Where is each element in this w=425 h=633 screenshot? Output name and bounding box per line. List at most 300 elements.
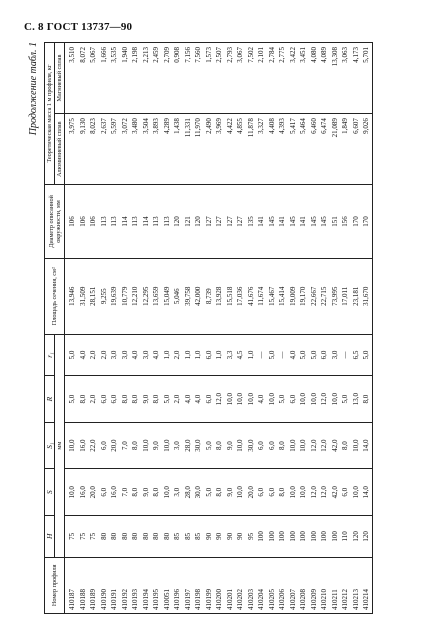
- cell-r: 4,0: [193, 376, 204, 423]
- cell-r: 2,0: [172, 376, 183, 423]
- cell-diameter: 151: [330, 185, 341, 259]
- table-row: [256, 43, 267, 614]
- table-row: [351, 43, 362, 614]
- cell-r: 10,0: [309, 376, 320, 423]
- cell-s: 6,0: [256, 469, 267, 516]
- cell-diameter: 127: [225, 185, 236, 259]
- cell-diameter: 127: [235, 185, 246, 259]
- cell-r1: 3,0: [109, 334, 120, 376]
- cell-h: 100: [256, 515, 267, 557]
- cell-profile-no: 410196: [172, 557, 183, 613]
- cell-s: 14,0: [361, 469, 372, 516]
- cell-area: 13,928: [214, 258, 225, 334]
- cell-s1: 28,0: [183, 422, 194, 469]
- cell-mass-aluminum: 2,637: [99, 114, 110, 185]
- cell-profile-no: 410214: [361, 557, 372, 613]
- cell-r: 8,0: [120, 376, 131, 423]
- cell-r1: 6,0: [319, 334, 330, 376]
- cell-mass-magnesium: 3,510: [65, 43, 78, 114]
- cell-mass-magnesium: 3,422: [288, 43, 299, 114]
- cell-mass-magnesium: 8,072: [78, 43, 89, 114]
- cell-r: 8,0: [78, 376, 89, 423]
- cell-mass-aluminum: 11,331: [183, 114, 194, 185]
- cell-mass-aluminum: 4,289: [162, 114, 173, 185]
- cell-diameter: 106: [65, 185, 78, 259]
- cell-mass-magnesium: 2,793: [225, 43, 236, 114]
- cell-h: 80: [120, 515, 131, 557]
- cell-mass-aluminum: 3,893: [151, 114, 162, 185]
- cell-r1: 3,0: [120, 334, 131, 376]
- cell-mass-aluminum: 11,970: [193, 114, 204, 185]
- cell-profile-no: 410202: [235, 557, 246, 613]
- cell-mass-magnesium: 3,535: [109, 43, 120, 114]
- cell-profile-no: 410198: [193, 557, 204, 613]
- cell-r: 12,0: [214, 376, 225, 423]
- cell-s1: 6,0: [256, 422, 267, 469]
- cell-s: 3,0: [172, 469, 183, 516]
- cell-r: 4,0: [183, 376, 194, 423]
- cell-r1: 1,0: [183, 334, 194, 376]
- cell-profile-no: 410188: [78, 557, 89, 613]
- cell-r1: 2,0: [88, 334, 99, 376]
- table-row: [204, 43, 215, 614]
- cell-profile-no: 410199: [204, 557, 215, 613]
- cell-s1: 8,0: [214, 422, 225, 469]
- cell-r: 5,0: [340, 376, 351, 423]
- cell-r: 12,0: [319, 376, 330, 423]
- cell-s1: 12,0: [309, 422, 320, 469]
- cell-s: 10,0: [235, 469, 246, 516]
- cell-profile-no: 410211: [330, 557, 341, 613]
- cell-mass-aluminum: 5,417: [288, 114, 299, 185]
- cell-h: 85: [193, 515, 204, 557]
- cell-diameter: 121: [183, 185, 194, 259]
- cell-s: 28,0: [183, 469, 194, 516]
- header-r: R: [45, 376, 55, 423]
- cell-s: 5,0: [204, 469, 215, 516]
- cell-r: 6,0: [99, 376, 110, 423]
- cell-r1: 2,0: [172, 334, 183, 376]
- cell-r: 10,0: [330, 376, 341, 423]
- cell-diameter: 135: [246, 185, 257, 259]
- cell-r1: 4,5: [235, 334, 246, 376]
- cell-h: 80: [109, 515, 120, 557]
- cell-s1: 16,0: [78, 422, 89, 469]
- cell-r1: 3,0: [330, 334, 341, 376]
- cell-mass-aluminum: 21,089: [330, 114, 341, 185]
- header-s: S: [45, 469, 55, 516]
- cell-h: 100: [330, 515, 341, 557]
- profile-table: [44, 42, 373, 614]
- cell-diameter: 170: [361, 185, 372, 259]
- cell-mass-aluminum: 2,490: [204, 114, 215, 185]
- cell-area: 19,170: [298, 258, 309, 334]
- table-row: [120, 43, 131, 614]
- cell-profile-no: 410193: [130, 557, 141, 613]
- table-row: [340, 43, 351, 614]
- cell-diameter: 113: [130, 185, 141, 259]
- cell-diameter: 170: [351, 185, 362, 259]
- cell-s: 16,0: [78, 469, 89, 516]
- table-row: [288, 43, 299, 614]
- cell-mass-aluminum: 1,438: [172, 114, 183, 185]
- cell-h: 80: [151, 515, 162, 557]
- cell-area: 19,639: [109, 258, 120, 334]
- cell-profile-no: 410206: [277, 557, 288, 613]
- cell-mass-magnesium: 3,063: [340, 43, 351, 114]
- cell-mass-aluminum: 6,460: [309, 114, 320, 185]
- cell-area: 13,659: [151, 258, 162, 334]
- cell-diameter: 145: [309, 185, 320, 259]
- cell-s: 8,0: [151, 469, 162, 516]
- cell-diameter: 141: [256, 185, 267, 259]
- cell-r1: 4,0: [78, 334, 89, 376]
- cell-h: 100: [298, 515, 309, 557]
- cell-diameter: 114: [120, 185, 131, 259]
- cell-s1: 10,0: [235, 422, 246, 469]
- cell-mass-magnesium: 13,308: [330, 43, 341, 114]
- cell-h: 100: [319, 515, 330, 557]
- cell-r: 4,0: [256, 376, 267, 423]
- cell-s: 20,0: [88, 469, 99, 516]
- cell-r1: 5,0: [298, 334, 309, 376]
- cell-r: 10,0: [225, 376, 236, 423]
- cell-r1: 4,0: [130, 334, 141, 376]
- cell-mass-magnesium: 2,198: [130, 43, 141, 114]
- cell-r: 10,0: [298, 376, 309, 423]
- cell-mass-aluminum: 8,023: [88, 114, 99, 185]
- cell-profile-no: 410191: [109, 557, 120, 613]
- cell-mass-aluminum: 1,849: [340, 114, 351, 185]
- cell-mass-aluminum: 11,878: [246, 114, 257, 185]
- table-row: [162, 43, 173, 614]
- cell-s1: 6,0: [99, 422, 110, 469]
- cell-s: 10,0: [288, 469, 299, 516]
- cell-r: 8,0: [130, 376, 141, 423]
- cell-diameter: 145: [288, 185, 299, 259]
- cell-diameter: 113: [162, 185, 173, 259]
- cell-r1: 5,0: [267, 334, 278, 376]
- cell-r1: 5,0: [361, 334, 372, 376]
- cell-diameter: 145: [319, 185, 330, 259]
- cell-r: 10,0: [246, 376, 257, 423]
- cell-mass-magnesium: 2,507: [214, 43, 225, 114]
- cell-mass-magnesium: 2,213: [141, 43, 152, 114]
- cell-profile-no: 410195: [151, 557, 162, 613]
- cell-h: 85: [183, 515, 194, 557]
- cell-r: 6,0: [204, 376, 215, 423]
- header-diameter: Диаметр описанной окружности, мм: [45, 185, 65, 259]
- table-row: [361, 43, 372, 614]
- cell-diameter: 141: [277, 185, 288, 259]
- cell-mass-magnesium: 2,101: [256, 43, 267, 114]
- cell-diameter: 120: [172, 185, 183, 259]
- cell-mass-magnesium: 0,908: [172, 43, 183, 114]
- rotated-table-wrapper: [28, 42, 403, 614]
- cell-s: 12,0: [319, 469, 330, 516]
- cell-diameter: 106: [88, 185, 99, 259]
- cell-s: 8,0: [214, 469, 225, 516]
- cell-mass-magnesium: 5,701: [361, 43, 372, 114]
- page-header: С. 8 ГОСТ 13737—90: [24, 21, 133, 33]
- cell-r: 9,0: [141, 376, 152, 423]
- cell-area: 5,046: [172, 258, 183, 334]
- cell-profile-no: 410192: [120, 557, 131, 613]
- cell-diameter: 145: [267, 185, 278, 259]
- cell-mass-aluminum: 3,969: [214, 114, 225, 185]
- table-row: [193, 43, 204, 614]
- cell-mass-aluminum: 4,422: [225, 114, 236, 185]
- cell-r1: 1,0: [246, 334, 257, 376]
- cell-r1: 4,0: [288, 334, 299, 376]
- rotated-content: [28, 42, 403, 614]
- cell-diameter: 127: [204, 185, 215, 259]
- cell-r1: 1,0: [214, 334, 225, 376]
- table-row: [151, 43, 162, 614]
- cell-s1: 10,0: [288, 422, 299, 469]
- header-aluminum: Алюминиевый сплав: [55, 114, 65, 185]
- cell-mass-magnesium: 4,089: [319, 43, 330, 114]
- cell-s1: 9,0: [151, 422, 162, 469]
- cell-mass-magnesium: 2,775: [277, 43, 288, 114]
- cell-profile-no: 410203: [246, 557, 257, 613]
- cell-profile-no: 410190: [99, 557, 110, 613]
- cell-r1: 6,5: [351, 334, 362, 376]
- cell-s: 10,0: [351, 469, 362, 516]
- cell-h: 90: [235, 515, 246, 557]
- cell-s1: 30,0: [193, 422, 204, 469]
- table-row: [141, 43, 152, 614]
- table-row: [246, 43, 257, 614]
- cell-area: 39,758: [183, 258, 194, 334]
- cell-h: 90: [225, 515, 236, 557]
- cell-r: 8,0: [151, 376, 162, 423]
- cell-s1: 8,0: [130, 422, 141, 469]
- cell-r1: 3,0: [141, 334, 152, 376]
- cell-diameter: 156: [340, 185, 351, 259]
- cell-h: 120: [361, 515, 372, 557]
- cell-s1: 30,0: [246, 422, 257, 469]
- cell-r1: 3,3: [225, 334, 236, 376]
- cell-diameter: 114: [141, 185, 152, 259]
- cell-r: 5,0: [162, 376, 173, 423]
- cell-profile-no: 410209: [309, 557, 320, 613]
- cell-s1: 5,0: [204, 422, 215, 469]
- table-row: [183, 43, 194, 614]
- cell-r: 10,0: [235, 376, 246, 423]
- cell-s1: 7,0: [120, 422, 131, 469]
- cell-profile-no: 410205: [267, 557, 278, 613]
- cell-profile-no: 410204: [256, 557, 267, 613]
- table-row: [225, 43, 236, 614]
- cell-s1: 10,0: [162, 422, 173, 469]
- cell-area: 13,946: [65, 258, 78, 334]
- cell-profile-no: 410201: [225, 557, 236, 613]
- cell-s: 12,0: [309, 469, 320, 516]
- cell-s: 7,0: [120, 469, 131, 516]
- cell-area: 23,181: [351, 258, 362, 334]
- cell-s1: 8,0: [277, 422, 288, 469]
- table-row: [88, 43, 99, 614]
- cell-s1: 3,0: [172, 422, 183, 469]
- table-row: [130, 43, 141, 614]
- table-row: [214, 43, 225, 614]
- cell-mass-aluminum: 9,026: [361, 114, 372, 185]
- cell-profile-no: 410212: [340, 557, 351, 613]
- cell-area: 15,467: [267, 258, 278, 334]
- cell-diameter: 106: [78, 185, 89, 259]
- cell-s: 8,0: [277, 469, 288, 516]
- header-theoretical-mass: Теоретическая масса 1 м профиля, кг: [45, 43, 55, 185]
- cell-h: 85: [172, 515, 183, 557]
- cell-area: 28,151: [88, 258, 99, 334]
- cell-r1: 5,0: [309, 334, 320, 376]
- table-row: [78, 43, 89, 614]
- cell-mass-aluminum: 4,408: [267, 114, 278, 185]
- cell-profile-no: 410189: [88, 557, 99, 613]
- cell-s1: 22,0: [88, 422, 99, 469]
- cell-r1: 1,0: [162, 334, 173, 376]
- cell-h: 80: [162, 515, 173, 557]
- cell-r1: —: [256, 334, 267, 376]
- cell-s: 6,0: [99, 469, 110, 516]
- table-row: [330, 43, 341, 614]
- cell-h: 80: [141, 515, 152, 557]
- cell-mass-magnesium: 5,067: [88, 43, 99, 114]
- cell-mass-magnesium: 2,784: [267, 43, 278, 114]
- cell-r: 13,0: [351, 376, 362, 423]
- cell-area: 15,518: [225, 258, 236, 334]
- header-s1: S₁: [45, 422, 55, 469]
- cell-s1: 14,0: [361, 422, 372, 469]
- cell-area: 19,009: [288, 258, 299, 334]
- cell-r: 6,0: [109, 376, 120, 423]
- cell-s1: 8,0: [340, 422, 351, 469]
- cell-mass-aluminum: 3,072: [120, 114, 131, 185]
- cell-diameter: 113: [109, 185, 120, 259]
- cell-r1: 1,0: [193, 334, 204, 376]
- cell-area: 42,000: [193, 258, 204, 334]
- cell-r: 10,0: [267, 376, 278, 423]
- header-magnesium: Магниевый сплав: [55, 43, 65, 114]
- cell-mass-aluminum: 3,504: [141, 114, 152, 185]
- cell-area: 11,674: [256, 258, 267, 334]
- cell-s1: 10,0: [141, 422, 152, 469]
- cell-mass-magnesium: 4,173: [351, 43, 362, 114]
- cell-mass-magnesium: 3,067: [235, 43, 246, 114]
- cell-s: 42,0: [330, 469, 341, 516]
- cell-mass-magnesium: 1,666: [99, 43, 110, 114]
- cell-diameter: 120: [193, 185, 204, 259]
- cell-r1: —: [340, 334, 351, 376]
- cell-diameter: 113: [99, 185, 110, 259]
- cell-s1: 6,0: [267, 422, 278, 469]
- cell-h: 120: [351, 515, 362, 557]
- cell-s1: 10,0: [351, 422, 362, 469]
- cell-h: 80: [99, 515, 110, 557]
- table-row: [267, 43, 278, 614]
- cell-area: 12,295: [141, 258, 152, 334]
- cell-mass-aluminum: 4,855: [235, 114, 246, 185]
- cell-s: 9,0: [225, 469, 236, 516]
- cell-mass-aluminum: 3,975: [65, 114, 78, 185]
- table-continuation-label: Продолжение табл. 1: [28, 42, 39, 136]
- table-row: [99, 43, 110, 614]
- cell-h: 90: [204, 515, 215, 557]
- cell-profile-no: 410213: [351, 557, 362, 613]
- cell-s: 10,0: [65, 469, 78, 516]
- header-profile-no: Номер профиля: [45, 557, 65, 613]
- header-area: Площадь сечения, см²: [45, 258, 65, 334]
- cell-s: 30,0: [193, 469, 204, 516]
- cell-mass-magnesium: 4,080: [309, 43, 320, 114]
- cell-area: 31,509: [78, 258, 89, 334]
- cell-area: 17,011: [340, 258, 351, 334]
- cell-s: 16,0: [109, 469, 120, 516]
- cell-s1: 42,0: [330, 422, 341, 469]
- cell-profile-no: 410051: [162, 557, 173, 613]
- cell-mass-aluminum: 6,607: [351, 114, 362, 185]
- cell-r1: 6,0: [204, 334, 215, 376]
- cell-h: 75: [78, 515, 89, 557]
- table-row: [319, 43, 330, 614]
- cell-profile-no: 410194: [141, 557, 152, 613]
- cell-s: 6,0: [340, 469, 351, 516]
- cell-mass-magnesium: 7,502: [246, 43, 257, 114]
- cell-mass-magnesium: 3,451: [298, 43, 309, 114]
- cell-mass-magnesium: 7,156: [183, 43, 194, 114]
- cell-r1: 5,0: [65, 334, 78, 376]
- cell-area: 12,210: [130, 258, 141, 334]
- cell-r: 8,0: [361, 376, 372, 423]
- cell-s: 6,0: [267, 469, 278, 516]
- cell-s1: 10,0: [298, 422, 309, 469]
- cell-diameter: 141: [298, 185, 309, 259]
- cell-area: 31,670: [361, 258, 372, 334]
- cell-r1: 4,0: [151, 334, 162, 376]
- cell-area: 15,049: [162, 258, 173, 334]
- cell-area: 17,036: [235, 258, 246, 334]
- cell-s1: 20,0: [109, 422, 120, 469]
- cell-r: 2,0: [88, 376, 99, 423]
- cell-s1: 9,0: [225, 422, 236, 469]
- cell-s: 8,0: [130, 469, 141, 516]
- table-row: [298, 43, 309, 614]
- cell-h: 110: [340, 515, 351, 557]
- cell-mass-aluminum: 3,327: [256, 114, 267, 185]
- table-body: [65, 43, 373, 614]
- cell-h: 100: [288, 515, 299, 557]
- cell-area: 10,779: [120, 258, 131, 334]
- cell-s: 10,0: [298, 469, 309, 516]
- table-row: [309, 43, 320, 614]
- table-row: [109, 43, 120, 614]
- cell-h: 100: [277, 515, 288, 557]
- cell-mass-aluminum: 6,474: [319, 114, 330, 185]
- cell-profile-no: 410197: [183, 557, 194, 613]
- cell-s: 9,0: [141, 469, 152, 516]
- cell-mass-aluminum: 3,480: [130, 114, 141, 185]
- cell-diameter: 113: [151, 185, 162, 259]
- cell-r: 6,0: [288, 376, 299, 423]
- table-row: [172, 43, 183, 614]
- cell-h: 100: [267, 515, 278, 557]
- cell-r1: —: [277, 334, 288, 376]
- cell-h: 100: [309, 515, 320, 557]
- cell-mass-magnesium: 2,709: [162, 43, 173, 114]
- cell-profile-no: 410210: [319, 557, 330, 613]
- header-r1: r₁: [45, 334, 55, 376]
